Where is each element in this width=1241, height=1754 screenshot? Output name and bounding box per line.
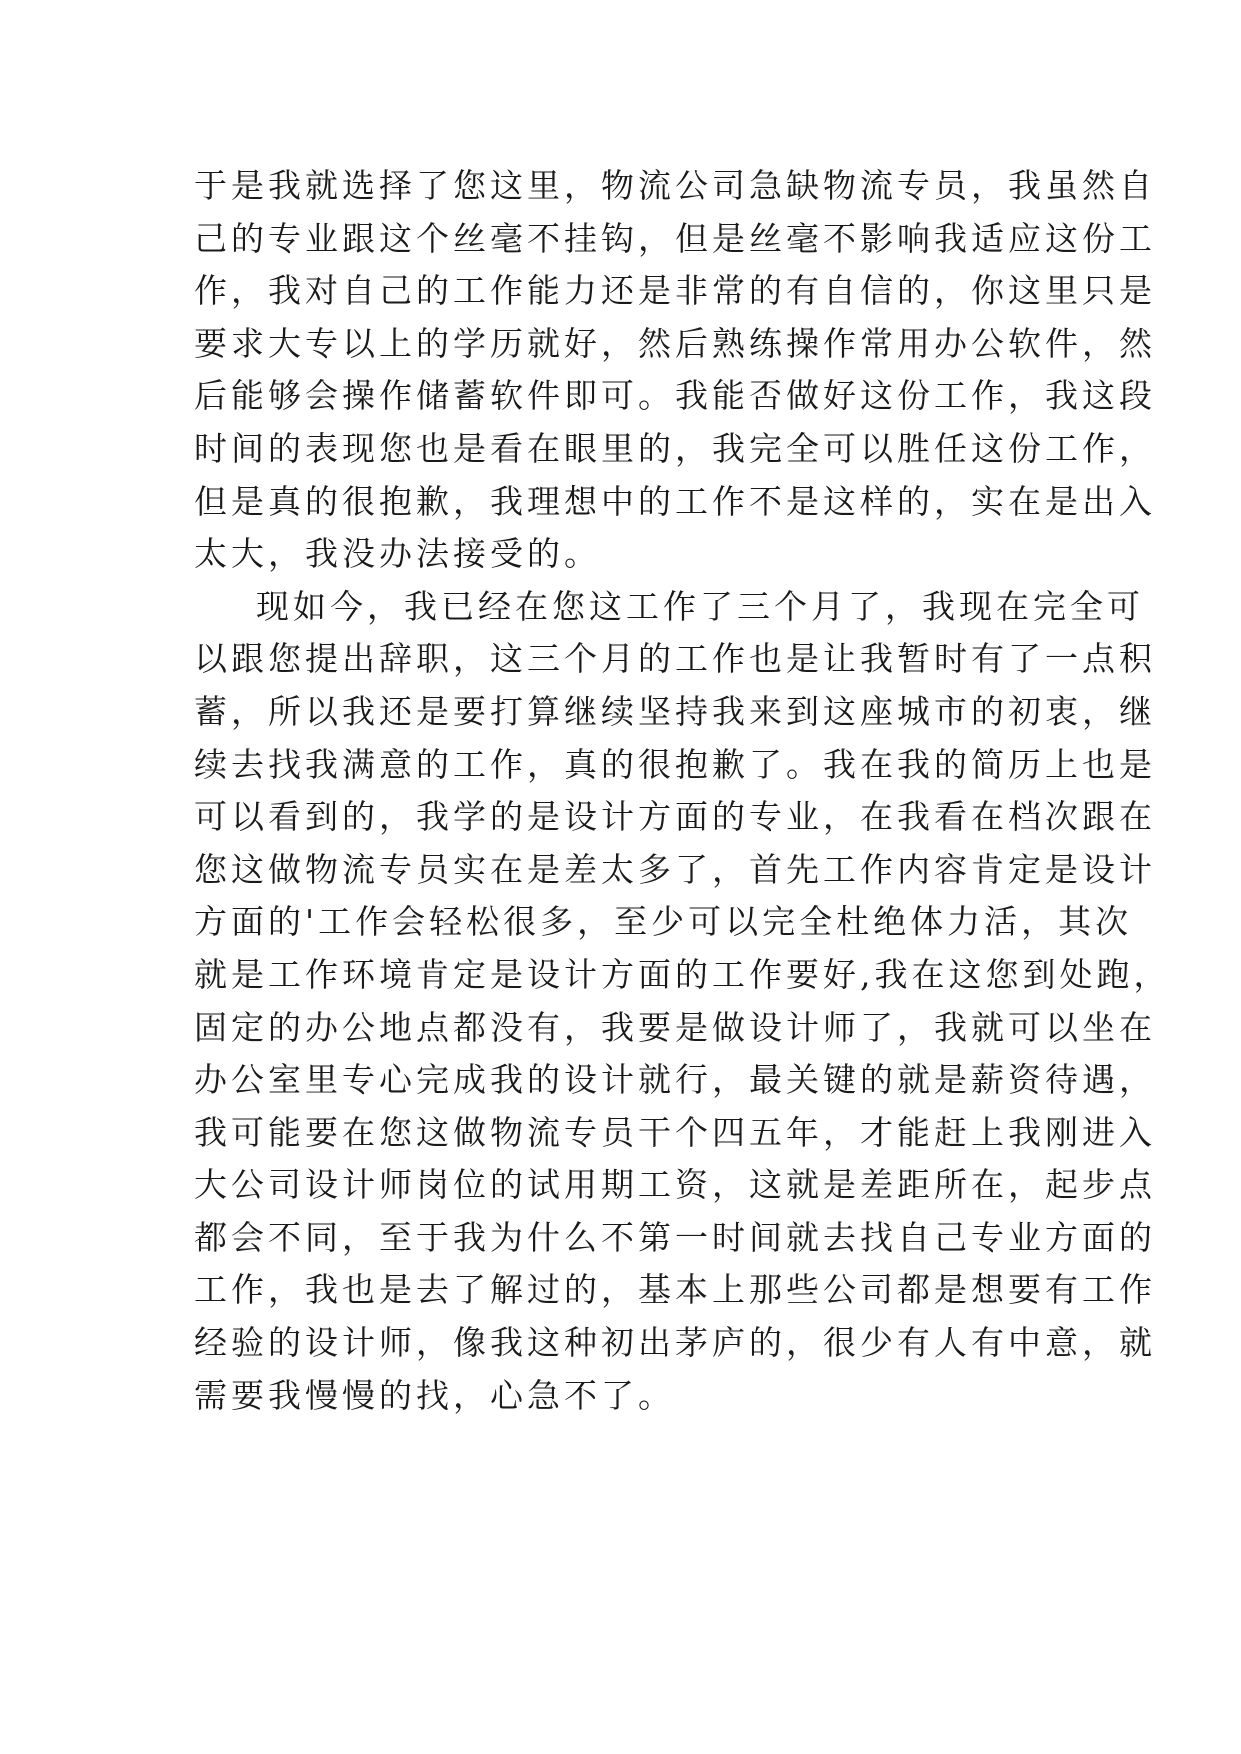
text-line: 可以看到的，我学的是设计方面的专业，在我看在档次跟在	[194, 797, 1156, 837]
text-line: 己的专业跟这个丝毫不挂钩，但是丝毫不影响我适应这份工	[194, 218, 1156, 258]
text-line: 太大，我没办法接受的。	[194, 534, 601, 574]
text-line: 办公室里专心完成我的设计就行，最关键的就是薪资待遇，	[194, 1060, 1156, 1100]
paragraph-1	[194, 160, 1156, 581]
text-line: 需要我慢慢的找，心急不了。	[194, 1375, 675, 1415]
text-line: 就是工作环境肯定是设计方面的工作要好,我在这您到处跑，	[194, 954, 1171, 994]
text-line: 后能够会操作储蓄软件即可。我能否做好这份工作，我这段	[194, 376, 1156, 416]
text-line: 续去找我满意的工作，真的很抱歉了。我在我的简历上也是	[194, 744, 1156, 784]
text-line: 蓄，所以我还是要打算继续坚持我来到这座城市的初衷，继	[194, 691, 1156, 731]
text-line: 固定的办公地点都没有，我要是做设计师了，我就可以坐在	[194, 1007, 1156, 1047]
text-line: 要求大专以上的学历就好，然后熟练操作常用办公软件，然	[194, 323, 1156, 363]
text-line: 工作，我也是去了解过的，基本上那些公司都是想要有工作	[194, 1270, 1156, 1310]
document-body	[194, 160, 1171, 1422]
text-line: 大公司设计师岗位的试用期工资，这就是差距所在，起步点	[194, 1165, 1156, 1205]
paragraph-2	[194, 581, 1171, 1423]
text-line: 都会不同，至于我为什么不第一时间就去找自己专业方面的	[194, 1217, 1156, 1257]
text-line: 以跟您提出辞职，这三个月的工作也是让我暂时有了一点积	[194, 639, 1156, 679]
text-line: 您这做物流专员实在是差太多了，首先工作内容肯定是设计	[194, 849, 1156, 889]
text-line: 经验的设计师，像我这种初出茅庐的，很少有人有中意，就	[194, 1323, 1156, 1363]
text-line: 方面的'工作会轻松很多，至少可以完全杜绝体力活，其次	[194, 902, 1133, 942]
text-line: 于是我就选择了您这里，物流公司急缺物流专员，我虽然自	[194, 166, 1156, 205]
text-line: 现如今，我已经在您这工作了三个月了，我现在完全可	[256, 586, 1144, 626]
text-line: 我可能要在您这做物流专员干个四五年，才能赶上我刚进入	[194, 1112, 1156, 1152]
text-line: 时间的表现您也是看在眼里的，我完全可以胜任这份工作，	[194, 428, 1156, 468]
text-line: 但是真的很抱歉，我理想中的工作不是这样的，实在是出入	[194, 481, 1156, 521]
text-line: 作，我对自己的工作能力还是非常的有自信的，你这里只是	[194, 271, 1156, 311]
